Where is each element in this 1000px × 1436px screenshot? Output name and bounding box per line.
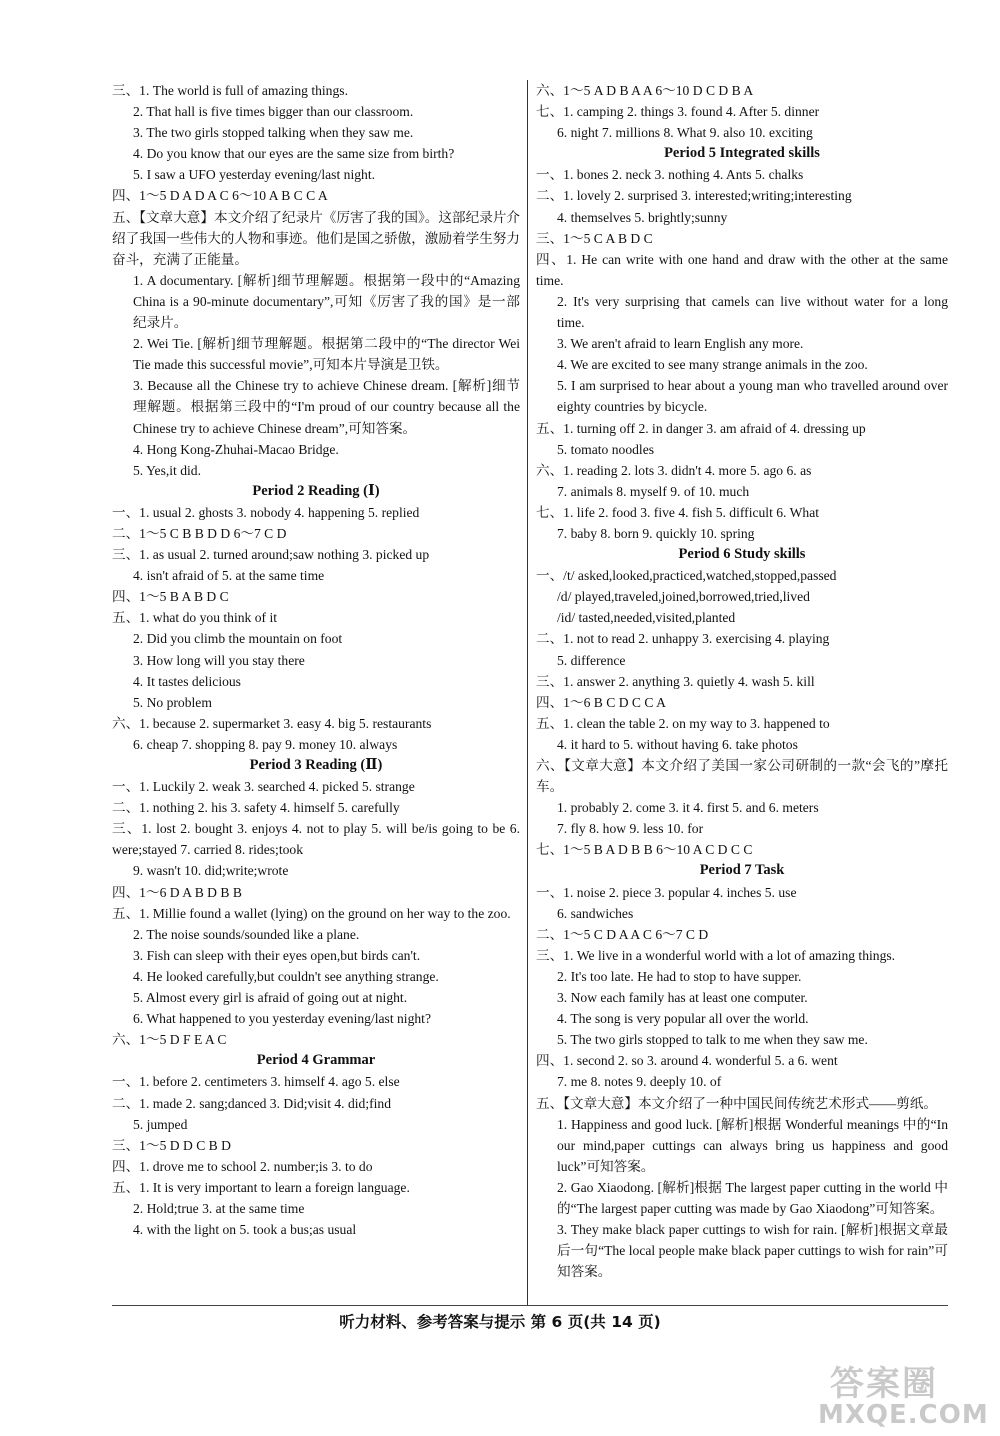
section-heading: Period 5 Integrated skills [664,145,820,162]
page-footer: 听力材料、参考答案与提示 第 6 页(共 14 页) [339,1313,661,1331]
answer-line: 一、/t/ asked,looked,practiced,watched,stopped,passed [536,568,837,584]
answer-line: 2. Did you climb the mountain on foot [133,631,343,647]
answer-line: 二、1. made 2. sang;danced 3. Did;visit 4. did;find [112,1095,392,1111]
answer-line: 1. A documentary. [解析]细节理解题。根据第一段中的“Amazing China is a 90-minute documentary”,可知《厉害了我的国》是一部纪录片。 [133,272,520,331]
answer-line: 2. It's very surprising that camels can live without water for a long time. [557,293,948,331]
watermark-logo: 答案圈 [830,1364,938,1404]
answer-line: /id/ tasted,needed,visited,planted [557,610,736,626]
answer-line: 3. We aren't afraid to learn English any more. [557,336,804,352]
passage-summary: 五、【文章大意】本文介绍了纪录片《厉害了我的国》。这部纪录片介绍了我国一些伟大的人物和事迹。他们是国之骄傲，激励着学生努力奋斗，充满了正能量。 [112,209,520,267]
answer-line: 4. Hong Kong-Zhuhai-Macao Bridge. [133,441,339,457]
section-heading: Period 7 Task [699,862,785,879]
answer-line: 5. I saw a UFO yesterday evening/last night. [133,167,375,183]
answer-line: 7. fly 8. how 9. less 10. for [557,821,704,837]
passage-summary: 六、【文章大意】本文介绍了美国一家公司研制的一款“会飞的”摩托车。 [536,758,948,795]
answer-line: 6. cheap 7. shopping 8. pay 9. money 10. always [133,736,398,752]
answer-line: 4. with the light on 5. took a bus;as usual [133,1222,357,1238]
answer-line: 一、1. usual 2. ghosts 3. nobody 4. happening 5. replied [112,504,420,520]
answer-line: 5. The two girls stopped to talk to me when they saw me. [557,1032,868,1048]
answer-line: 4. It tastes delicious [133,673,241,689]
answer-line: 5. tomato noodles [557,441,655,457]
passage-summary: 五、【文章大意】本文介绍了一种中国民间传统艺术形式——剪纸。 [536,1095,938,1111]
answer-line: 2. Gao Xiaodong. [解析]根据 The largest paper cutting in the world 中的“The largest paper cutting was made by Gao Xiaodong”可知答案。 [557,1179,948,1216]
section-heading: Period 6 Study skills [678,546,806,563]
answer-line: 一、1. noise 2. piece 3. popular 4. inches 5. use [536,884,797,900]
answer-line: 7. me 8. notes 9. deeply 10. of [557,1074,722,1090]
answer-line: 三、1. We live in a wonderful world with a lot of amazing things. [536,947,896,963]
answer-line: 三、1. answer 2. anything 3. quietly 4. wash 5. kill [536,673,815,689]
answer-line: 4. Do you know that our eyes are the same size from birth? [133,146,455,162]
answer-line: 9. wasn't 10. did;write;wrote [133,863,289,879]
section-heading: Period 2 Reading (Ⅰ) [252,482,380,499]
answer-line: 2. That hall is five times bigger than our classroom. [133,104,414,120]
answer-line: 三、1. The world is full of amazing things. [112,83,348,98]
answer-line: 三、1～5 C A B D C [536,230,653,246]
answer-line: 7. animals 8. myself 9. of 10. much [557,483,750,499]
answer-line: 3. They make black paper cuttings to wish for rain. [解析]根据文章最后一句“The local people make black paper cuttings to wish for rain”可知答案。 [557,1222,948,1280]
answer-line: 六、1. reading 2. lots 3. didn't 4. more 5. ago 6. as [536,462,812,478]
answer-line: 3. Now each family has at least one computer. [557,990,808,1006]
answer-line: 一、1. bones 2. neck 3. nothing 4. Ants 5. chalks [536,167,804,183]
watermark-text: MXQE.COM [818,1400,989,1430]
answer-line: 五、1. Millie found a wallet (lying) on the ground on her way to the zoo. [112,905,511,921]
answer-line: 3. How long will you stay there [133,652,305,668]
answer-line: 六、1～5 D F E A C [112,1032,227,1048]
answer-line: 6. What happened to you yesterday evening/last night? [133,1011,431,1027]
answer-line: 二、1～5 C B B D D 6～7 C D [112,525,287,541]
answer-line: 5. I am surprised to hear about a young man who travelled around over eighty countries by bicycle. [557,378,948,415]
answer-line: 四、1～6 D A B D B B [112,884,242,900]
answer-line: 3. Because all the Chinese try to achieve Chinese dream. [解析]细节理解题。根据第三段中的“I'm proud of our country because all the Chinese try to achieve Chinese dream”,可知答案。 [133,378,520,436]
section-heading: Period 3 Reading (Ⅱ) [249,757,383,773]
answer-line: 2. Wei Tie. [解析]细节理解题。根据第二段中的“The director Wei Tie made this successful movie”,可知本片导演是卫铁。 [133,336,520,373]
answer-line: 4. The song is very popular all over the world. [557,1011,809,1027]
answer-line: 六、1. because 2. supermarket 3. easy 4. big 5. restaurants [112,715,432,731]
answer-line: 二、1～5 C D A A C 6～7 C D [536,926,709,942]
answer-line: 五、1. what do you think of it [112,610,278,626]
answer-line: 2. Hold;true 3. at the same time [133,1200,305,1216]
answer-line: 一、1. before 2. centimeters 3. himself 4. ago 5. else [112,1074,400,1090]
left-column [112,80,520,1240]
section-heading: Period 4 Grammar [256,1052,376,1069]
right-column [536,80,948,1282]
answer-line: 3. Fish can sleep with their eyes open,but birds can't. [133,947,421,963]
answer-line: 5. Almost every girl is afraid of going out at night. [133,990,408,1006]
answer-line: 5. Yes,it did. [133,462,201,478]
answer-line: 3. The two girls stopped talking when they saw me. [133,125,414,141]
answer-line: 4. themselves 5. brightly;sunny [557,209,728,225]
answer-line: 4. We are excited to see many strange animals in the zoo. [557,357,868,373]
answer-line: 二、1. lovely 2. surprised 3. interested;writing;interesting [536,188,852,204]
answer-line: 4. it hard to 5. without having 6. take photos [557,736,798,752]
answer-line: 2. The noise sounds/sounded like a plane. [133,926,360,942]
answer-line: 1. probably 2. come 3. it 4. first 5. and 6. meters [557,800,819,816]
answer-line: 一、1. Luckily 2. weak 3. searched 4. picked 5. strange [112,779,415,795]
watermark [808,1356,988,1428]
answer-line: 七、1. life 2. food 3. five 4. fish 5. difficult 6. What [536,504,820,520]
answer-line: /d/ played,traveled,joined,borrowed,tried,lived [557,589,810,605]
answer-line: 二、1. not to read 2. unhappy 3. exercising 4. playing [536,631,830,647]
answer-line: 4. isn't afraid of 5. at the same time [133,568,325,584]
answer-line: 5. difference [557,652,626,668]
answer-line: 四、1～5 B A B D C [112,589,229,605]
answer-line: 五、1. turning off 2. in danger 3. am afraid of 4. dressing up [536,420,866,436]
answer-line: 四、1～5 D A D A C 6～10 A B C C A [112,188,328,204]
answer-line: 6. sandwiches [557,905,634,921]
answer-line: 七、1～5 B A D B B 6～10 A C D C C [536,842,753,858]
footer-rule [112,1305,948,1306]
answer-line: 4. He looked carefully,but couldn't see anything strange. [133,968,439,984]
answer-line: 七、1. camping 2. things 3. found 4. After 5. dinner [536,104,820,120]
answer-line: 6. night 7. millions 8. What 9. also 10. exciting [557,125,813,141]
answer-line: 二、1. nothing 2. his 3. safety 4. himself 5. carefully [112,800,400,816]
answer-line: 四、1～6 B C D C C A [536,694,666,710]
answer-line: 2. It's too late. He had to stop to have supper. [557,968,802,984]
answer-line: 5. No problem [133,694,212,710]
answer-line: 五、1. It is very important to learn a foreign language. [112,1179,410,1195]
answer-line: 三、1. as usual 2. turned around;saw nothing 3. picked up [112,547,430,563]
answer-line: 三、1～5 D D C B D [112,1137,231,1153]
answer-line: 六、1～5 A D B A A 6～10 D C D B A [536,83,754,98]
answer-line: 7. baby 8. born 9. quickly 10. spring [557,525,755,541]
column-divider [527,80,528,1305]
answer-line: 三、1. lost 2. bought 3. enjoys 4. not to play 5. will be/is going to be 6. were;stayed 7. carried 8. rides;took [112,821,520,858]
answer-line: 四、1. He can write with one hand and draw with the other at the same time. [536,251,948,288]
answer-line: 四、1. drove me to school 2. number;is 3. to do [112,1158,373,1174]
answer-line: 五、1. clean the table 2. on my way to 3. happened to [536,715,830,731]
answer-line: 5. jumped [133,1116,188,1132]
answer-line: 四、1. second 2. so 3. around 4. wonderful 5. a 6. went [536,1053,838,1069]
answer-line: 1. Happiness and good luck. [解析]根据 Wonderful meanings 中的“In our mind,paper cuttings can always bring us happiness and good luck”可知答案。 [557,1116,948,1174]
